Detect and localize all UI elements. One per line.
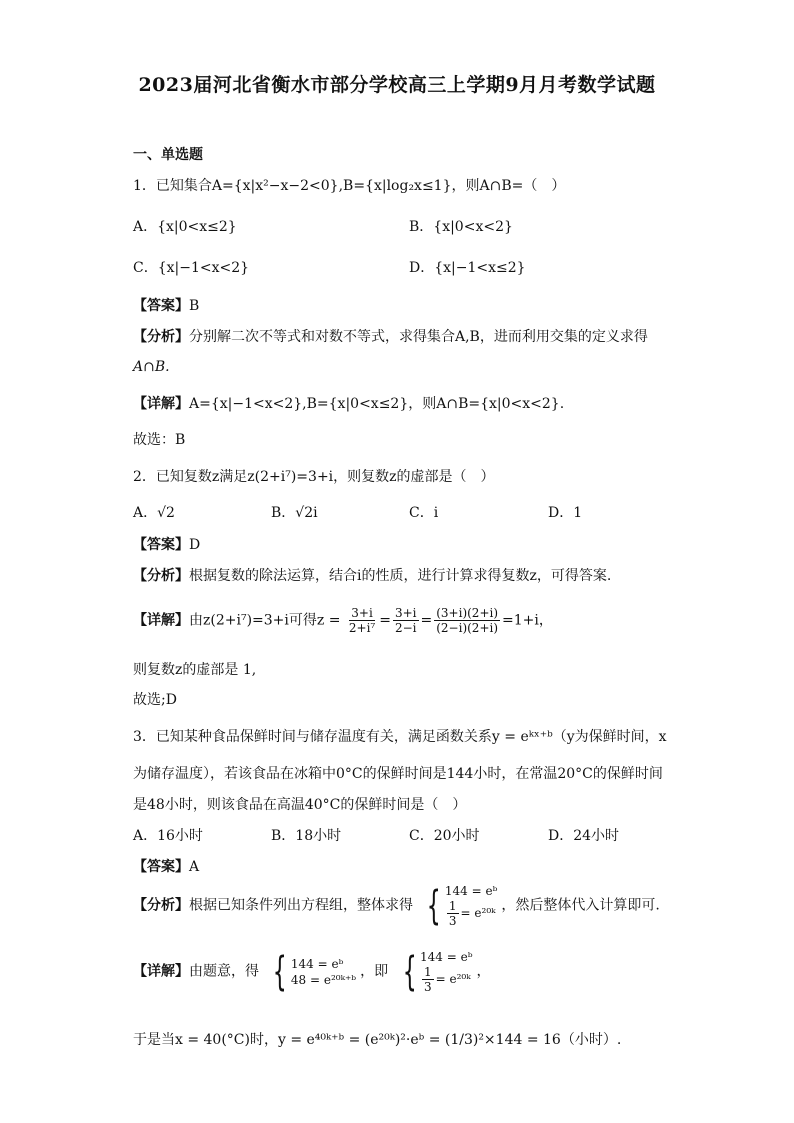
q3-stem-line3: 是48小时，则该食品在高温40°C的保鲜时间是（ ）: [133, 797, 467, 813]
equation-system-2: [267, 948, 357, 995]
analysis-tag: 【分析】: [133, 568, 189, 584]
q3-option-b: B．18小时: [271, 828, 342, 844]
system-rhs: = e²⁰ᵏ: [460, 906, 496, 920]
q2-option-c: C．i: [409, 505, 439, 521]
detail-tag: 【详解】: [133, 612, 189, 629]
q1-analysis: [133, 327, 648, 347]
q3-option-c: C．20小时: [409, 828, 480, 844]
fraction-denominator: 3: [448, 914, 457, 928]
q3-final: 于是当x = 40(°C)时，y = e⁴⁰ᵏ⁺ᵇ = (e²⁰ᵏ)²·eᵇ = (1/3)²×144 = 16（小时）.: [133, 1032, 622, 1048]
q3-stem-line2: 为储存温度），若该食品在冰箱中0°C的保鲜时间是144小时，在常温20°C的保鲜时间: [133, 766, 663, 782]
q1-choose: 故选：B: [133, 432, 186, 448]
fraction-denominator: 2−i: [394, 621, 417, 635]
detail-text-end: ，: [476, 963, 491, 980]
q2-option-a: A．√2: [133, 505, 175, 521]
fraction-numerator: 1: [424, 965, 432, 979]
system-row-2: 48 = e²⁰ᵏ⁺ᵇ: [290, 972, 357, 987]
q1-option-d: D．{x|−1<x≤2}: [409, 260, 526, 276]
left-brace-icon: {: [402, 948, 417, 995]
fraction-numerator: 1: [448, 899, 457, 913]
detail-text-post: =1+i，: [502, 612, 553, 629]
analysis-text: 分别解二次不等式和对数不等式，求得集合A,B，进而利用交集的定义求得: [189, 329, 648, 345]
q2-answer: [133, 535, 200, 555]
system-rhs: = e²⁰ᵏ: [435, 972, 471, 986]
answer-value: D: [189, 537, 201, 553]
answer-value: A: [189, 859, 200, 875]
answer-tag: 【答案】: [133, 298, 189, 314]
q1-option-c: C．{x|−1<x<2}: [133, 260, 250, 276]
fraction-numerator: 3+i: [394, 606, 417, 620]
q1-stem: 1．已知集合A={x|x²−x−2<0},B={x|log₂x≤1}，则A∩B=（ ）: [133, 178, 566, 194]
detail-text: A={x|−1<x<2},B={x|0<x≤2}，则A∩B={x|0<x<2}.: [189, 396, 565, 412]
fraction-denominator: 2+i⁷: [348, 621, 376, 635]
q2-imag-part: 则复数z的虚部是 1,: [133, 662, 257, 678]
q1-option-b: B．{x|0<x<2}: [409, 219, 513, 235]
system-row-2: [445, 899, 498, 928]
section-heading: 一、单选题: [133, 147, 203, 163]
q1-detail: [133, 394, 564, 414]
system-row-2: [420, 965, 473, 994]
system-row-1: 144 = eᵇ: [290, 956, 344, 971]
q3-option-d: D．24小时: [548, 828, 620, 844]
fraction-numerator: (3+i)(2+i): [436, 606, 499, 620]
equation-system-1: [421, 883, 497, 928]
equation-system-3: [397, 949, 473, 994]
analysis-text: 根据复数的除法运算，结合i的性质，进行计算求得复数z，可得答案.: [189, 568, 612, 584]
fraction-denominator: 3: [424, 980, 432, 994]
q2-option-d: D．1: [548, 505, 583, 521]
q1-analysis-cont: A∩B.: [133, 359, 170, 375]
q3-analysis: [133, 883, 660, 928]
analysis-tag: 【分析】: [133, 329, 189, 345]
fraction-numerator: 3+i: [351, 606, 373, 620]
answer-tag: 【答案】: [133, 859, 189, 875]
q3-option-a: A．16小时: [133, 828, 203, 844]
q1-option-a: A．{x|0<x≤2}: [133, 219, 237, 235]
analysis-tag: 【分析】: [133, 897, 189, 914]
analysis-text-post: ，然后整体代入计算即可.: [501, 897, 660, 914]
detail-tag: 【详解】: [133, 396, 189, 412]
q2-stem: 2．已知复数z满足z(2+i⁷)=3+i，则复数z的虚部是（ ）: [133, 469, 495, 485]
detail-text-mid: ，即: [360, 963, 389, 980]
answer-tag: 【答案】: [133, 537, 189, 553]
detail-text-pre: 由z(2+i⁷)=3+i可得z =: [189, 612, 341, 629]
analysis-text-pre: 根据已知条件列出方程组，整体求得: [189, 897, 413, 914]
document-title: 2023届河北省衡水市部分学校高三上学期9月月考数学试题: [138, 74, 656, 96]
left-brace-icon: {: [273, 948, 288, 995]
detail-text-pre: 由题意，得: [189, 963, 259, 980]
q1-answer: [133, 296, 199, 316]
system-row-1: 144 = eᵇ: [420, 950, 473, 964]
q2-choose: 故选;D: [133, 692, 177, 708]
answer-value: B: [189, 298, 200, 314]
fraction-denominator: (2−i)(2+i): [436, 621, 499, 635]
fraction-3: [434, 606, 500, 635]
q2-analysis: [133, 566, 611, 586]
q3-stem-line1: 3．已知某种食品保鲜时间与储存温度有关，满足函数关系y = eᵏˣ⁺ᵇ（y为保鲜时间，x: [133, 729, 667, 745]
detail-tag: 【详解】: [133, 963, 189, 980]
q2-detail: 【详解】由z(2+i⁷)=3+i可得z = $\frac{3+i}{\text{2+i⁷}}$ = $\frac{3+i}{2-i}$ = $\frac{(3+i)(2+i)}{(2-i)(2+i)}$ =1+i，: [133, 606, 553, 635]
left-brace-icon: {: [427, 882, 442, 929]
fraction-1: [347, 606, 377, 635]
q3-detail: [133, 949, 491, 994]
q2-option-b: B．√2i: [271, 505, 318, 521]
q3-answer: [133, 857, 199, 877]
fraction-2: [393, 606, 419, 635]
system-row-1: 144 = eᵇ: [444, 884, 498, 898]
